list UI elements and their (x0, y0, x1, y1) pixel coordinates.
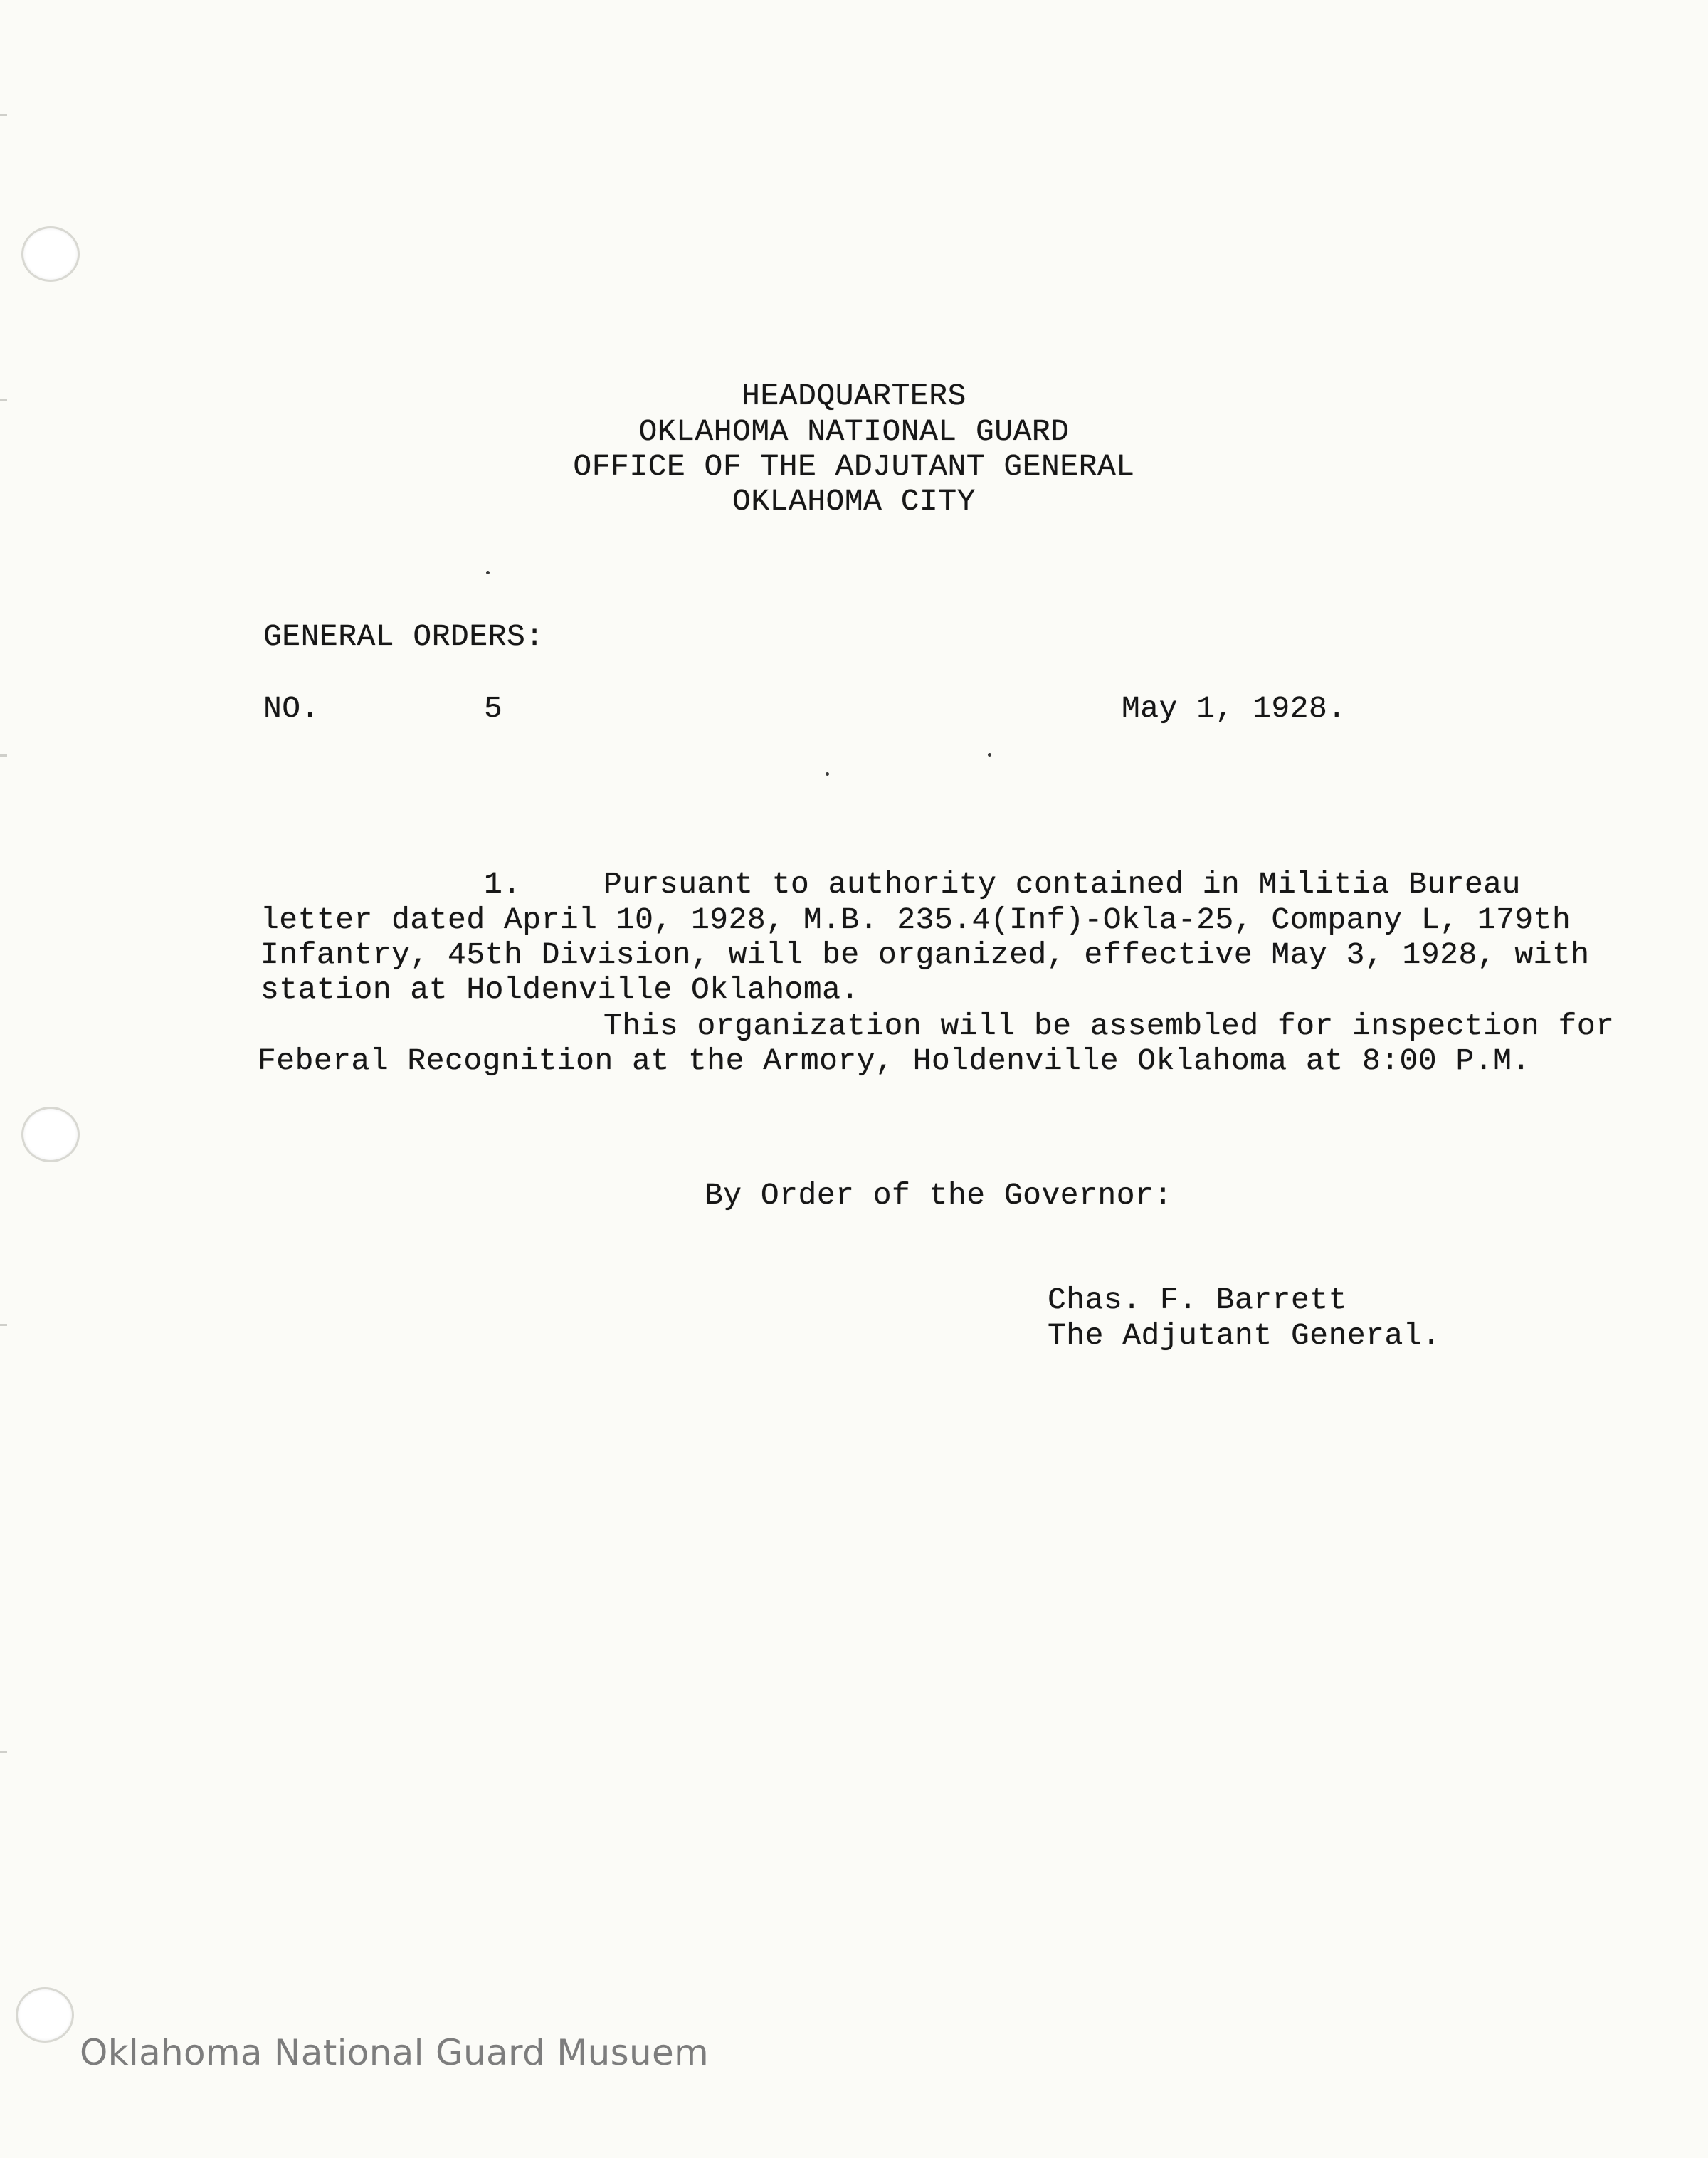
body-line-1: Pursuant to authority contained in Militia Bureau (603, 867, 1521, 902)
order-number: 5 (484, 691, 503, 726)
body-line-5: This organization will be assembled for inspection for (603, 1009, 1615, 1043)
general-orders-label: GENERAL ORDERS: (263, 619, 544, 654)
header-line-2: OKLAHOMA NATIONAL GUARD (638, 414, 1070, 449)
edge-mark (0, 754, 7, 757)
museum-watermark: Oklahoma National Guard Musuem (80, 2032, 710, 2073)
signer-name: Chas. F. Barrett (1048, 1283, 1347, 1317)
by-order-line: By Order of the Governor: (705, 1178, 1173, 1213)
body-line-2: letter dated April 10, 1928, M.B. 235.4(Inf)-Okla-25, Company L, 179th (260, 902, 1571, 937)
header-line-1: HEADQUARTERS (742, 379, 966, 414)
edge-mark (0, 1751, 7, 1753)
header-line-4: OKLAHOMA CITY (732, 484, 976, 519)
paper-speck (486, 571, 490, 574)
punch-hole-bottom (16, 1987, 74, 2043)
header-line-3: OFFICE OF THE ADJUTANT GENERAL (573, 449, 1135, 484)
paper-speck (826, 772, 829, 776)
order-date: May 1, 1928. (1122, 691, 1346, 726)
punch-hole-middle (21, 1107, 80, 1162)
body-line-6: Feberal Recognition at the Armory, Holdenville Oklahoma at 8:00 P.M. (258, 1043, 1531, 1078)
body-line-4: station at Holdenville Oklahoma. (260, 972, 860, 1007)
order-number-label: NO. (263, 691, 320, 726)
paragraph-number: 1. (484, 867, 522, 902)
body-line-3: Infantry, 45th Division, will be organized, effective May 3, 1928, with (260, 937, 1590, 972)
edge-mark (0, 114, 7, 116)
signer-title: The Adjutant General. (1048, 1318, 1441, 1353)
edge-mark (0, 1324, 7, 1326)
paper-speck (988, 753, 991, 757)
punch-hole-top (21, 226, 80, 282)
